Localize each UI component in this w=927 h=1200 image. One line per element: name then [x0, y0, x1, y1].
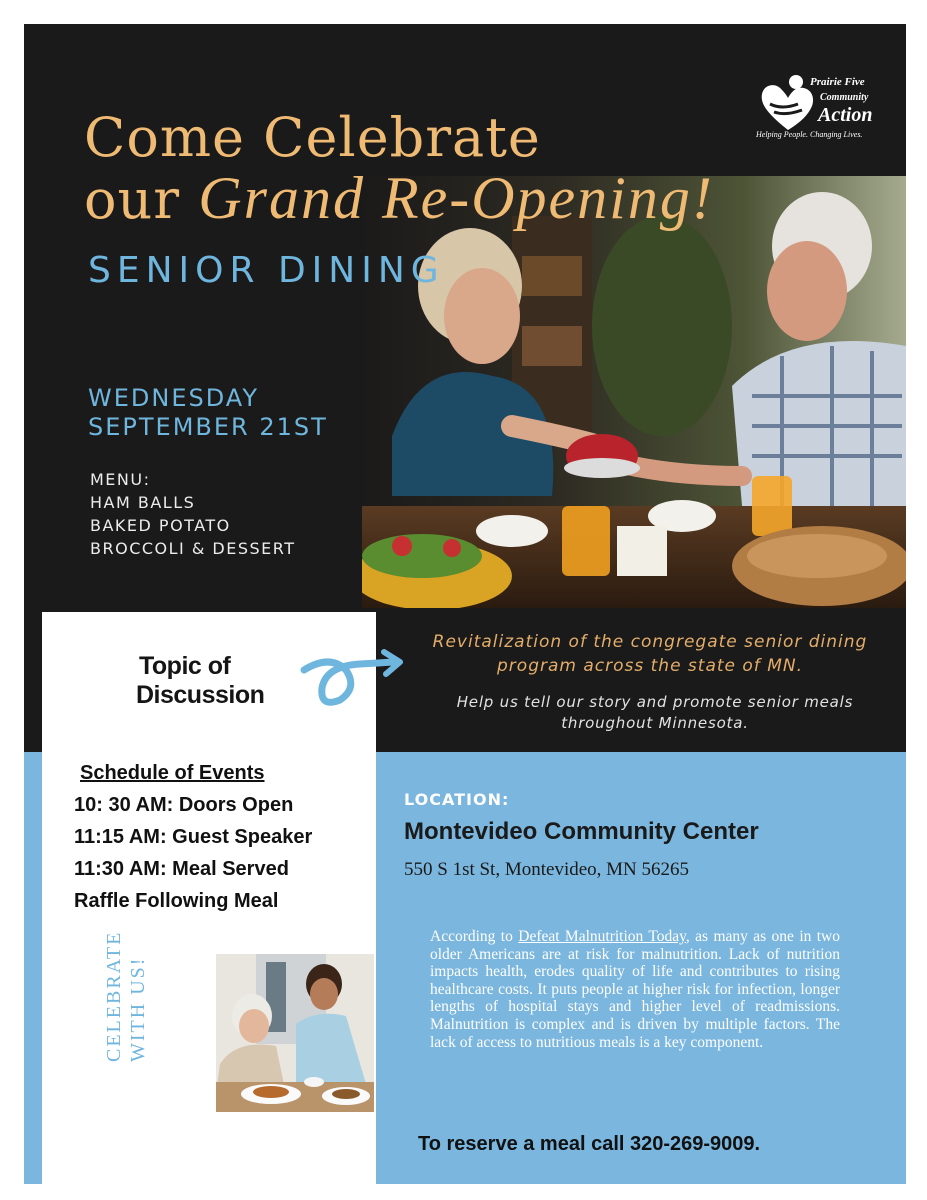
topic-heading	[136, 652, 264, 710]
blue-left-strip	[24, 752, 42, 1184]
celebrate-with-us-text	[102, 912, 150, 1062]
menu-item: HAM BALLS	[90, 493, 196, 512]
schedule-title: Schedule of Events	[80, 762, 265, 784]
paragraph-intro: According to	[430, 928, 519, 945]
topic-line2: Discussion	[136, 681, 265, 709]
location-name: Montevideo Community Center	[404, 818, 759, 845]
headline-line1: Come Celebrate	[84, 106, 541, 169]
celebrate-line2: WITH US!	[127, 956, 149, 1062]
logo-text-line1: Prairie Five	[810, 76, 865, 88]
seniors-dining-photo	[362, 176, 906, 608]
headline	[84, 108, 844, 230]
headline-line2-plain: our	[84, 168, 199, 231]
schedule-row: 10: 30 AM: Doors Open	[74, 794, 294, 816]
logo-tagline: Helping People. Changing Lives.	[756, 130, 863, 139]
paragraph-body: , as many as one in two older Americans are at risk for malnutrition. Lack of nutrition impacts health, erodes quality of life and contributes to rising healthcare costs. It puts people at higher risk for infection, longer lengths of hospital stays and higher level of readmissions. Malnutrition is complex and is driven by multiple factors. The lack of access to nutritious meals is a key component.	[430, 928, 841, 1051]
caregiver-serving-photo	[216, 954, 374, 1112]
menu-label: MENU:	[90, 470, 151, 489]
logo-text-line2: Community	[820, 92, 869, 103]
headline-line2	[84, 165, 844, 231]
schedule-row: Raffle Following Meal	[74, 890, 279, 912]
program-title: SENIOR DINING	[88, 250, 445, 291]
headline-line2-italic: Grand Re-Opening!	[198, 165, 714, 231]
help-text: Help us tell our story and promote senior meals throughout Minnesota.	[456, 693, 854, 732]
logo-text-line3: Action	[818, 104, 873, 126]
schedule-of-events	[74, 757, 312, 917]
schedule-row: 11:15 AM: Guest Speaker	[74, 826, 313, 848]
location-label: LOCATION:	[404, 790, 510, 809]
revitalization-text: Revitalization of the congregate senior dining program across the state of MN.	[432, 632, 868, 676]
reserve-call-text: To reserve a meal call 320-269-9009.	[418, 1133, 761, 1155]
celebrate-line1: CELEBRATE	[103, 930, 125, 1062]
curly-arrow-icon	[300, 648, 404, 708]
defeat-malnutrition-link[interactable]: Defeat Malnutrition Today	[518, 928, 686, 945]
schedule-row: 11:30 AM: Meal Served	[74, 858, 289, 880]
menu	[90, 468, 295, 560]
menu-item: BROCCOLI & DESSERT	[90, 539, 296, 558]
location-address: 550 S 1st St, Montevideo, MN 56265	[404, 859, 690, 880]
malnutrition-paragraph	[430, 928, 840, 1051]
date-line2: SEPTEMBER 21ST	[88, 413, 328, 441]
event-date	[88, 384, 328, 442]
topic-line1: Topic of	[139, 652, 231, 680]
date-line1: WEDNESDAY	[88, 384, 259, 412]
menu-item: BAKED POTATO	[90, 516, 231, 535]
